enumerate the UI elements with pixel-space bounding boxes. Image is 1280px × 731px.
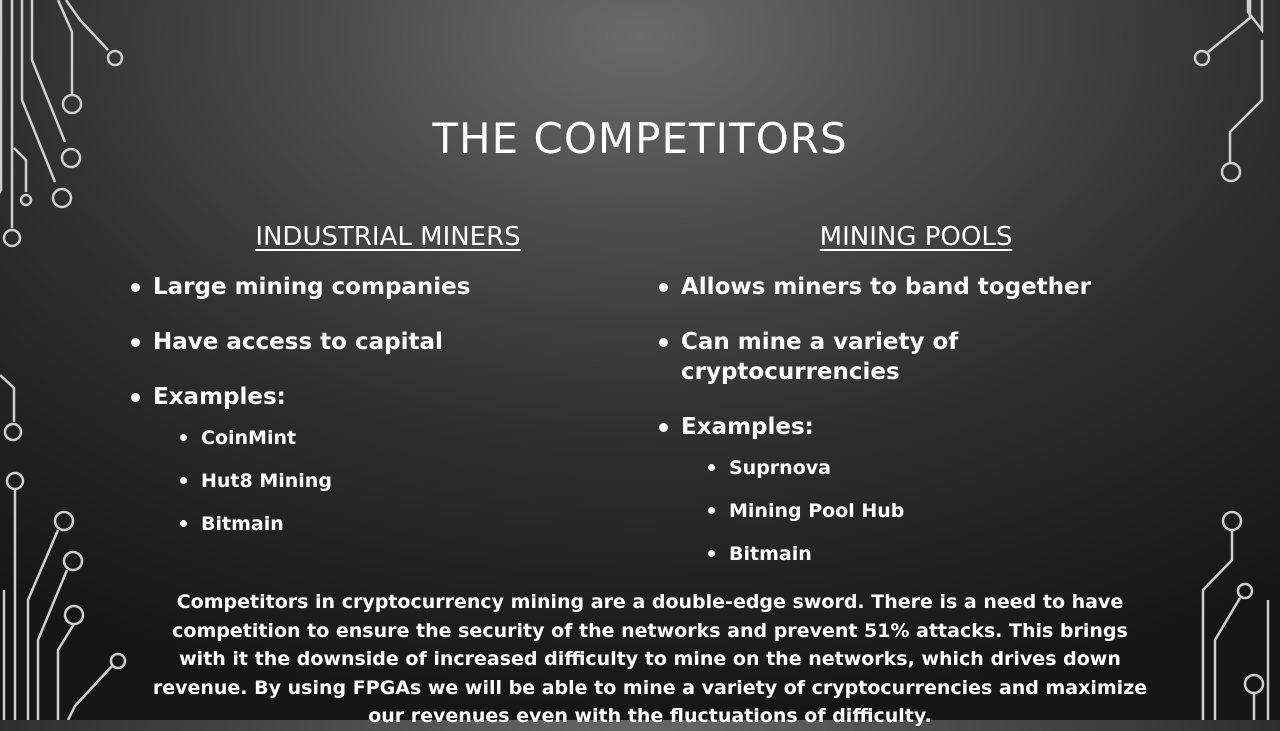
example-text: CoinMint [201,427,297,449]
example-text: Hut8 Mining [201,470,332,492]
example-item [176,469,648,493]
mining-pools-examples [656,456,1176,566]
example-item [704,542,1176,566]
bullet-dot-icon [659,283,668,292]
bullet-dot-icon [131,338,140,347]
example-text: Mining Pool Hub [729,500,905,522]
bullet-item [128,272,648,302]
mining-pools-list [656,272,1176,442]
industrial-miners-column [128,222,648,555]
bullet-dot-icon [131,393,140,402]
bullet-dot-icon [180,434,187,441]
example-text: Bitmain [729,543,812,565]
example-text: Bitmain [201,513,284,535]
bullet-text: Large mining companies [153,274,471,300]
mining-pools-column [656,222,1176,585]
bullet-dot-icon [131,283,140,292]
bullet-dot-icon [180,477,187,484]
bullet-item [128,327,648,357]
example-item [176,426,648,450]
example-item [176,512,648,536]
summary-paragraph: Competitors in cryptocurrency mining are a double-edge sword. There is a need to have competition to ensure the security of the networks and prevent 51% attacks. This brings with it the downside of increased difficulty to mine on the networks, which drives down revenue. By using FPGAs we will be able to mine a variety of cryptocurrencies and maximize our revenues even with the fluctuations of difficulty. [152,591,1148,727]
mining-pools-heading: MINING POOLS [819,222,1013,252]
bullet-item [128,382,648,412]
bullet-item [656,272,1176,302]
slide-title: THE COMPETITORS [432,114,848,163]
bullet-text: Have access to capital [153,329,443,355]
bullet-dot-icon [708,550,715,557]
example-item [704,499,1176,523]
example-text: Suprnova [729,457,831,479]
bullet-item [656,327,1176,387]
bullet-text: Allows miners to band together [681,274,1091,300]
bullet-dot-icon [659,338,668,347]
industrial-miners-heading: INDUSTRIAL MINERS [255,222,521,252]
bullet-text: Examples: [153,384,286,410]
bullet-text: Examples: [681,414,814,440]
bullet-dot-icon [180,520,187,527]
industrial-miners-examples [128,426,648,536]
bullet-text: Can mine a variety of cryptocurrencies [681,329,959,385]
bullet-item [656,412,1176,442]
bullet-dot-icon [708,507,715,514]
industrial-miners-list [128,272,648,412]
example-item [704,456,1176,480]
bullet-dot-icon [708,464,715,471]
bullet-dot-icon [659,423,668,432]
